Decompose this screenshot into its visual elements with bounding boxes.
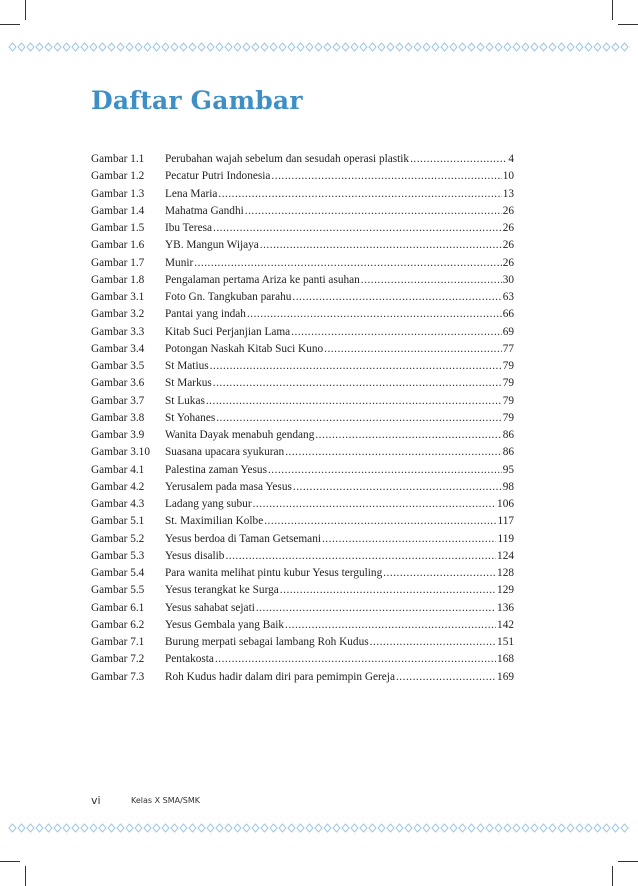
figure-label: Gambar 1.6 — [91, 239, 145, 252]
figure-title: Yesus disalib — [165, 549, 225, 562]
figure-label: Gambar 3.7 — [91, 394, 145, 407]
figure-page-number: 142 — [497, 618, 514, 631]
page-folio: vi — [91, 794, 101, 807]
figure-list-item — [91, 582, 514, 599]
dot-leader — [247, 306, 502, 323]
figure-label: Gambar 7.1 — [91, 636, 145, 648]
figure-page-number: 69 — [502, 325, 514, 338]
dot-leader — [292, 289, 501, 306]
figure-label: Gambar 3.8 — [91, 411, 145, 424]
figure-page-number: 10 — [502, 170, 514, 183]
figure-list-item — [91, 513, 514, 530]
crop-mark-bottom-right-v — [612, 866, 613, 886]
figure-list-item — [91, 220, 514, 237]
figure-page-number: 128 — [497, 567, 514, 579]
figure-page-number: 77 — [502, 342, 514, 355]
figure-title: Foto Gn. Tangkuban parahu — [165, 291, 292, 303]
dot-leader — [285, 444, 502, 461]
figure-page-number: 26 — [502, 239, 514, 252]
figure-page-number: 26 — [502, 204, 514, 217]
dot-leader — [216, 410, 501, 427]
ornament-band-bottom — [8, 823, 630, 833]
figure-title: St Markus — [165, 377, 212, 390]
figure-list-item — [91, 531, 514, 548]
figure-page-number: 26 — [502, 256, 514, 269]
dot-leader — [280, 582, 496, 599]
dot-leader — [410, 151, 507, 168]
figure-list-item — [91, 255, 514, 272]
figure-title: St Matius — [165, 360, 209, 372]
figure-title: Perubahan wajah sebelum dan sesudah operasi plastik — [165, 153, 410, 165]
figure-page-number: 79 — [502, 394, 514, 407]
figure-label: Gambar 3.10 — [91, 446, 150, 459]
figure-label: Gambar 3.4 — [91, 342, 145, 355]
figure-list-item — [91, 341, 514, 358]
dot-leader — [268, 462, 502, 479]
figure-page-number: 26 — [502, 222, 514, 234]
figure-list-item — [91, 306, 514, 323]
figure-title: Ladang yang subur — [165, 498, 252, 510]
figure-label: Gambar 4.3 — [91, 498, 145, 510]
figure-page-number: 86 — [502, 429, 514, 441]
dot-leader — [324, 341, 502, 358]
figure-title: Yesus sahabat sejati — [165, 601, 255, 614]
figure-label: Gambar 5.1 — [91, 515, 145, 528]
figure-page-number: 106 — [497, 498, 514, 510]
figure-list-item — [91, 565, 514, 582]
figure-title: Yesus berdoa di Taman Getsemani — [165, 532, 321, 545]
figure-label: Gambar 4.1 — [91, 463, 145, 476]
figure-label: Gambar 1.8 — [91, 273, 145, 286]
figure-page-number: 13 — [502, 187, 514, 200]
crop-mark-top-right-h — [618, 24, 638, 25]
figure-page-number: 79 — [502, 377, 514, 390]
figure-label: Gambar 7.3 — [91, 670, 145, 683]
crop-mark-top-left-v — [25, 0, 26, 20]
figure-page-number: 136 — [497, 601, 514, 614]
figure-page-number: 4 — [508, 153, 514, 165]
crop-mark-top-left-h — [0, 24, 20, 25]
figure-list-item — [91, 634, 514, 651]
dot-leader — [396, 669, 496, 686]
figure-list-item — [91, 375, 514, 392]
figure-page-number: 119 — [497, 532, 514, 545]
figure-page-number: 79 — [502, 360, 514, 372]
crop-mark-bottom-left-v — [25, 866, 26, 886]
figure-title: Pecatur Putri Indonesia — [165, 170, 271, 183]
dot-leader — [315, 427, 501, 444]
figure-label: Gambar 1.5 — [91, 222, 145, 234]
figure-title: St. Maximilian Kolbe — [165, 515, 264, 528]
figure-list-item — [91, 237, 514, 254]
figure-label: Gambar 3.2 — [91, 308, 145, 321]
figure-list-item — [91, 410, 514, 427]
running-footer: Kelas X SMA/SMK — [131, 796, 201, 805]
figure-label: Gambar 4.2 — [91, 480, 145, 493]
figure-list-item — [91, 548, 514, 565]
figure-label: Gambar 6.2 — [91, 618, 145, 631]
figure-label: Gambar 3.6 — [91, 377, 145, 390]
figure-list-item — [91, 669, 514, 686]
figure-title: St Yohanes — [165, 411, 216, 424]
figure-title: Para wanita melihat pintu kubur Yesus terguling — [165, 567, 383, 579]
figure-list-item — [91, 168, 514, 185]
figure-title: Pengalaman pertama Ariza ke panti asuhan — [165, 273, 360, 286]
figure-title: Palestina zaman Yesus — [165, 463, 267, 476]
figure-title: Mahatma Gandhi — [165, 204, 244, 217]
figure-list-item — [91, 496, 514, 513]
figure-list-item — [91, 479, 514, 496]
ornament-band-top — [8, 42, 630, 52]
dot-leader — [370, 634, 496, 651]
dot-leader — [264, 513, 496, 530]
dot-leader — [206, 393, 502, 410]
crop-mark-bottom-right-h — [618, 861, 638, 862]
dot-leader — [291, 324, 502, 341]
figure-label: Gambar 1.4 — [91, 204, 145, 217]
figure-title: Munir — [165, 256, 194, 269]
figure-page-number: 169 — [497, 670, 514, 683]
figure-title: Yesus terangkat ke Surga — [165, 584, 279, 597]
dot-leader — [215, 651, 496, 668]
figure-title: Yerusalem pada masa Yesus — [165, 480, 292, 493]
figure-list-item — [91, 289, 514, 306]
figure-label: Gambar 3.5 — [91, 360, 145, 372]
figure-title: Wanita Dayak menabuh gendang — [165, 429, 315, 441]
figure-label: Gambar 5.2 — [91, 532, 145, 545]
figure-list-item — [91, 427, 514, 444]
figure-list-item — [91, 600, 514, 617]
figure-label: Gambar 1.2 — [91, 170, 145, 183]
figure-list-item — [91, 324, 514, 341]
figure-label: Gambar 1.1 — [91, 153, 145, 165]
figure-list-item — [91, 617, 514, 634]
figure-label: Gambar 6.1 — [91, 601, 145, 614]
figure-page-number: 95 — [502, 463, 514, 476]
figure-page-number: 63 — [502, 291, 514, 303]
figure-list-item — [91, 272, 514, 289]
dot-leader — [225, 548, 496, 565]
dot-leader — [285, 617, 496, 634]
crop-mark-top-right-v — [612, 0, 613, 20]
dot-leader — [256, 600, 496, 617]
figure-page-number: 79 — [502, 411, 514, 424]
figure-label: Gambar 3.9 — [91, 429, 145, 441]
figure-title: Lena Maria — [165, 187, 218, 200]
figure-title: Kitab Suci Perjanjian Lama — [165, 325, 291, 338]
dot-leader — [218, 186, 501, 203]
figure-page-number: 86 — [502, 446, 514, 459]
figure-list-item — [91, 151, 514, 168]
dot-leader — [322, 531, 496, 548]
figure-page-number: 124 — [497, 549, 514, 562]
figure-title: Suasana upacara syukuran — [165, 446, 285, 459]
figure-title: St Lukas — [165, 394, 205, 407]
dot-leader — [210, 358, 502, 375]
figure-page-number: 117 — [497, 515, 514, 528]
figure-page-number: 98 — [502, 480, 514, 493]
page-title: Daftar Gambar — [91, 86, 303, 115]
figure-list — [91, 151, 514, 686]
figure-label: Gambar 3.3 — [91, 325, 145, 338]
dot-leader — [194, 255, 501, 272]
dot-leader — [213, 375, 502, 392]
figure-page-number: 168 — [497, 653, 514, 666]
figure-list-item — [91, 186, 514, 203]
figure-label: Gambar 7.2 — [91, 653, 145, 666]
figure-list-item — [91, 203, 514, 220]
figure-title: Pentakosta — [165, 653, 214, 666]
figure-list-item — [91, 651, 514, 668]
figure-title: Roh Kudus hadir dalam diri para pemimpin Gereja — [165, 670, 395, 683]
figure-page-number: 30 — [502, 273, 514, 286]
figure-label: Gambar 1.7 — [91, 256, 145, 269]
figure-page-number: 151 — [497, 636, 514, 648]
figure-list-item — [91, 444, 514, 461]
dot-leader — [271, 168, 501, 185]
dot-leader — [293, 479, 502, 496]
figure-title: Potongan Naskah Kitab Suci Kuno — [165, 342, 324, 355]
figure-title: Burung merpati sebagai lambang Roh Kudus — [165, 636, 369, 648]
figure-title: YB. Mangun Wijaya — [165, 239, 259, 252]
figure-page-number: 129 — [497, 584, 514, 597]
figure-list-item — [91, 462, 514, 479]
figure-label: Gambar 3.1 — [91, 291, 145, 303]
figure-label: Gambar 5.5 — [91, 584, 145, 597]
figure-label: Gambar 5.3 — [91, 549, 145, 562]
figure-label: Gambar 5.4 — [91, 567, 145, 579]
dot-leader — [361, 272, 502, 289]
figure-title: Pantai yang indah — [165, 308, 246, 321]
dot-leader — [213, 220, 502, 237]
figure-label: Gambar 1.3 — [91, 187, 145, 200]
figure-list-item — [91, 358, 514, 375]
dot-leader — [260, 237, 502, 254]
figure-title: Ibu Teresa — [165, 222, 212, 234]
dot-leader — [245, 203, 502, 220]
crop-mark-bottom-left-h — [0, 861, 20, 862]
figure-title: Yesus Gembala yang Baik — [165, 618, 285, 631]
dot-leader — [253, 496, 496, 513]
figure-page-number: 66 — [502, 308, 514, 321]
figure-list-item — [91, 393, 514, 410]
dot-leader — [383, 565, 496, 582]
